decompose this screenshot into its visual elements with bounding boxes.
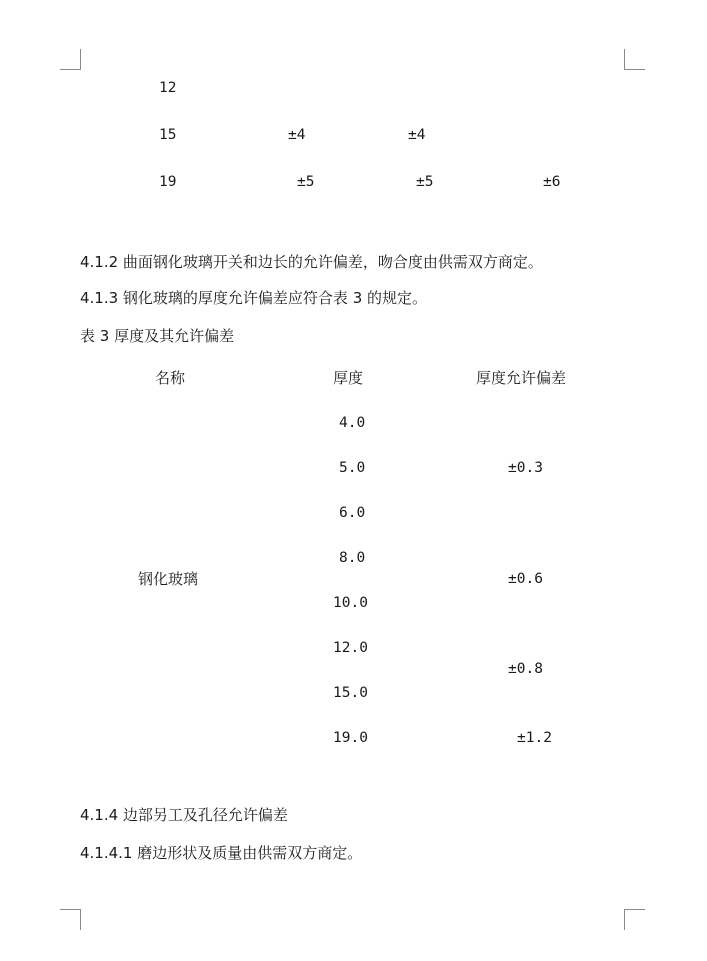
- table-cell-tolerance: ±1.2: [517, 730, 552, 746]
- clause-4-1-3: 4.1.3 钢化玻璃的厚度允许偏差应符合表 3 的规定。: [80, 289, 428, 307]
- page-corner-mark-top-right: [624, 49, 645, 70]
- table-3-caption: 表 3 厚度及其允许偏差: [80, 327, 235, 345]
- table-cell-thickness: 10.0: [333, 595, 368, 611]
- table-cell: ±4: [288, 127, 306, 143]
- page-corner-mark-bottom-left: [60, 909, 81, 930]
- table-cell: ±5: [297, 174, 315, 190]
- table-cell: 15: [159, 127, 177, 143]
- clause-4-1-2: 4.1.2 曲面钢化玻璃开关和边长的允许偏差，吻合度由供需双方商定。: [80, 253, 543, 271]
- table-header-tolerance: 厚度允许偏差: [476, 369, 567, 387]
- table-cell-thickness: 8.0: [339, 550, 366, 566]
- table-header-name: 名称: [155, 369, 186, 387]
- table-cell-tolerance: ±0.8: [508, 661, 543, 677]
- table-cell-tolerance: ±0.3: [508, 460, 543, 476]
- table-cell: ±4: [408, 127, 426, 143]
- table-cell-material: 钢化玻璃: [138, 570, 199, 588]
- table-cell-thickness: 19.0: [333, 730, 368, 746]
- table-cell: ±5: [416, 174, 434, 190]
- table-cell: 19: [159, 174, 177, 190]
- page-corner-mark-top-left: [60, 49, 81, 70]
- section-4-1-4-heading: 4.1.4 边部另工及孔径允许偏差: [80, 806, 288, 824]
- page-corner-mark-bottom-right: [624, 909, 645, 930]
- table-cell: 12: [159, 80, 177, 96]
- table-cell-thickness: 4.0: [339, 415, 366, 431]
- table-cell-thickness: 6.0: [339, 505, 366, 521]
- table-cell-thickness: 5.0: [339, 460, 366, 476]
- table-cell-thickness: 12.0: [333, 640, 368, 656]
- table-header-thickness: 厚度: [333, 369, 364, 387]
- clause-4-1-4-1: 4.1.4.1 磨边形状及质量由供需双方商定。: [80, 844, 363, 862]
- table-cell-thickness: 15.0: [333, 685, 368, 701]
- table-cell-tolerance: ±0.6: [508, 571, 543, 587]
- table-cell: ±6: [543, 174, 561, 190]
